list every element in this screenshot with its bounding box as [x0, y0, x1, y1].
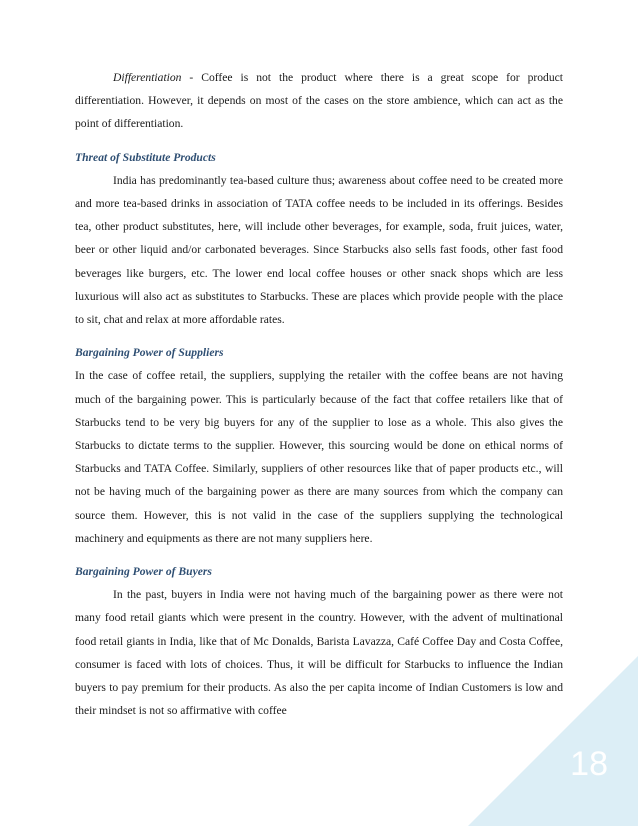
- buyers-heading: Bargaining Power of Buyers: [75, 565, 212, 579]
- page-content: [75, 66, 563, 722]
- differentiation-paragraph: [75, 66, 563, 136]
- differentiation-lead: Differentiation: [113, 71, 182, 84]
- differentiation-text: - Coffee is not the product where there is a great scope for product differentiation. However, it depends on most of the cases on the store ambience, which can act as the point of differentiation.: [75, 71, 563, 131]
- page-number: 18: [570, 745, 608, 783]
- substitutes-heading: Threat of Substitute Products: [75, 150, 216, 164]
- substitutes-paragraph: India has predominantly tea-based culture thus; awareness about coffee need to be created more and more tea-based drinks in association of TATA coffee needs to be included in its offerings. Besides tea, other product substitutes, here, will include other beverages, for example, soda, fruit juices, water, beer or other liquid and/or carbonated beverages. Since Starbucks also sells fast foods, other fast food beverages like burgers, etc. The lower end local coffee houses or other snack shops which are less luxurious will also act as substitutes to Starbucks. These are places which provide people with the place to sit, chat and relax at more affordable rates.: [75, 173, 563, 327]
- buyers-paragraph: In the past, buyers in India were not having much of the bargaining power as there were not many food retail giants which were present in the country. However, with the advent of multinational food retail giants in India, like that of Mc Donalds, Barista Lavazza, Café Coffee Day and Costa Coffee, consumer is faced with lots of choices. Thus, it will be difficult for Starbucks to influence the Indian buyers to pay premium for their products. As also the per capita income of Indian Customers is low and their mindset is not so affirmative with coffee: [75, 588, 563, 718]
- corner-decoration: [468, 656, 638, 826]
- suppliers-heading: Bargaining Power of Suppliers: [75, 346, 224, 360]
- suppliers-paragraph: In the case of coffee retail, the suppliers, supplying the retailer with the coffee beans are not having much of the bargaining power. This is particularly because of the fact that coffee retailers like that of Starbucks tend to be very big buyers for any of the supplier to lose as a whole. This also gives the Starbucks to dictate terms to the supplier. However, this sourcing would be done on ethical norms of Starbucks and TATA Coffee. Similarly, suppliers of other resources like that of paper products etc., will not be having much of the bargaining power as there are many sources from which the company can source them. However, this is not valid in the case of the suppliers supplying the technological machinery and equipments as there are not many suppliers here.: [75, 369, 563, 545]
